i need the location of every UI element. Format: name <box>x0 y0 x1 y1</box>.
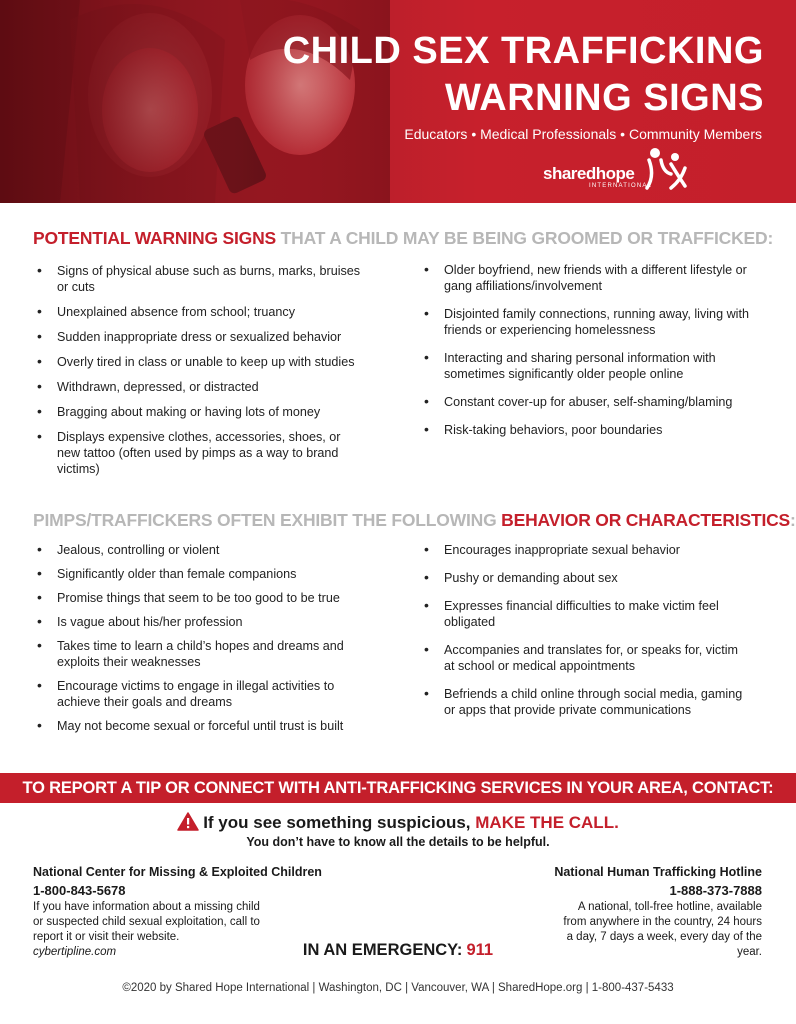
trafficker-behavior-right-list <box>420 542 750 718</box>
list-item: • Encourage victims to engage in illegal activities to achieve their goals and dreams <box>33 678 377 710</box>
list-item: • Encourages inappropriate sexual behavior <box>420 542 750 558</box>
report-banner: TO REPORT A TIP OR CONNECT WITH ANTI-TRAFFICKING SERVICES IN YOUR AREA, CONTACT: <box>0 773 796 803</box>
ncmec-name: National Center for Missing & Exploited Children <box>33 865 322 879</box>
list-item: • Jealous, controlling or violent <box>33 542 373 558</box>
shared-hope-logo <box>543 146 693 192</box>
emergency-number[interactable]: 911 <box>466 941 494 959</box>
list-item: • Sudden inappropriate dress or sexualized behavior <box>33 329 363 345</box>
warning-triangle-icon <box>177 812 199 831</box>
trafficker-behavior-left-list <box>33 542 373 734</box>
list-item: • Constant cover-up for abuser, self-shaming/blaming <box>420 394 770 410</box>
list-item: • Bragging about making or having lots of money <box>33 404 363 420</box>
heading-red-part: BEHAVIOR OR CHARACTERISTICS <box>501 510 791 530</box>
list-item: • Withdrawn, depressed, or distracted <box>33 379 363 395</box>
ncmec-description: If you have information about a missing child or suspected child sexual exploitation, call to report it or visit their website. <box>33 901 260 943</box>
list-item: • Is vague about his/her profession <box>33 614 373 630</box>
list-item: • Overly tired in class or unable to keep up with studies <box>33 354 363 370</box>
warning-signs-right-list <box>420 262 770 438</box>
make-the-call-line <box>0 812 796 833</box>
heading-red-part: POTENTIAL WARNING SIGNS <box>33 228 277 248</box>
footer-copyright: ©2020 by Shared Hope International | Washington, DC | Vancouver, WA | SharedHope.org | 1-800-437-5433 <box>122 982 674 994</box>
hotline-name: National Human Trafficking Hotline <box>554 865 762 879</box>
title-line-1: CHILD SEX TRAFFICKING <box>282 30 764 72</box>
list-item: • Disjointed family connections, running away, living with friends or experiencing homelessness <box>420 306 770 338</box>
page-title <box>283 28 764 122</box>
list-item: • May not become sexual or forceful until trust is built <box>33 718 373 734</box>
emergency-line <box>0 941 796 960</box>
heading-grey-part: THAT A CHILD MAY BE BEING GROOMED OR TRAFFICKED: <box>276 228 774 248</box>
hotline-description: A national, toll-free hotline, available from anywhere in the country, 24 hours a day, 7 days a week, every day of the year. <box>563 901 762 958</box>
heading-end: : <box>790 510 796 530</box>
call-lead-text: If you see something suspicious, <box>203 813 476 832</box>
hotline-phone[interactable]: 1-888-373-7888 <box>669 883 762 898</box>
make-the-call-text: MAKE THE CALL. <box>475 813 619 832</box>
call-subtext: You don’t have to know all the details to be helpful. <box>246 835 550 849</box>
list-item: • Interacting and sharing personal information with sometimes significantly older people online <box>420 350 770 382</box>
list-item: • Significantly older than female companions <box>33 566 373 582</box>
section-warning-signs-heading <box>33 228 773 249</box>
logo-sub: INTERNATIONAL <box>589 183 653 189</box>
list-item: • Signs of physical abuse such as burns, marks, bruises or cuts <box>33 263 363 295</box>
heading-grey-part: PIMPS/TRAFFICKERS OFTEN EXHIBIT THE FOLLOWING <box>33 510 502 530</box>
family-figures-icon <box>641 146 691 190</box>
list-item: • Promise things that seem to be too good to be true <box>33 590 373 606</box>
warning-signs-left-list <box>33 263 363 477</box>
logo-word: sharedhope <box>543 164 635 183</box>
ncmec-website-link[interactable]: cybertipline.com <box>33 946 117 958</box>
list-item: • Unexplained absence from school; truancy <box>33 304 363 320</box>
header-banner <box>0 0 796 203</box>
list-item: • Befriends a child online through social media, gaming or apps that provide private communications <box>420 686 744 718</box>
list-item: • Displays expensive clothes, accessories, shoes, or new tattoo (often used by pimps as a way to brand victims) <box>33 429 347 477</box>
list-item: • Accompanies and translates for, or speaks for, victim at school or medical appointments <box>420 642 750 674</box>
list-item: • Older boyfriend, new friends with a different lifestyle or gang affiliations/involvement <box>420 262 770 294</box>
emergency-label: IN AN EMERGENCY: <box>302 941 463 959</box>
list-item: • Risk-taking behaviors, poor boundaries <box>420 422 770 438</box>
list-item: • Takes time to learn a child’s hopes and dreams and exploits their weaknesses <box>33 638 357 670</box>
list-item: • Pushy or demanding about sex <box>420 570 750 586</box>
title-line-2: WARNING SIGNS <box>445 77 764 119</box>
ncmec-phone[interactable]: 1-800-843-5678 <box>33 883 126 898</box>
section-trafficker-behavior-heading <box>33 510 796 531</box>
audience-subtitle: Educators • Medical Professionals • Community Members <box>404 126 762 142</box>
list-item: • Expresses financial difficulties to make victim feel obligated <box>420 598 744 630</box>
